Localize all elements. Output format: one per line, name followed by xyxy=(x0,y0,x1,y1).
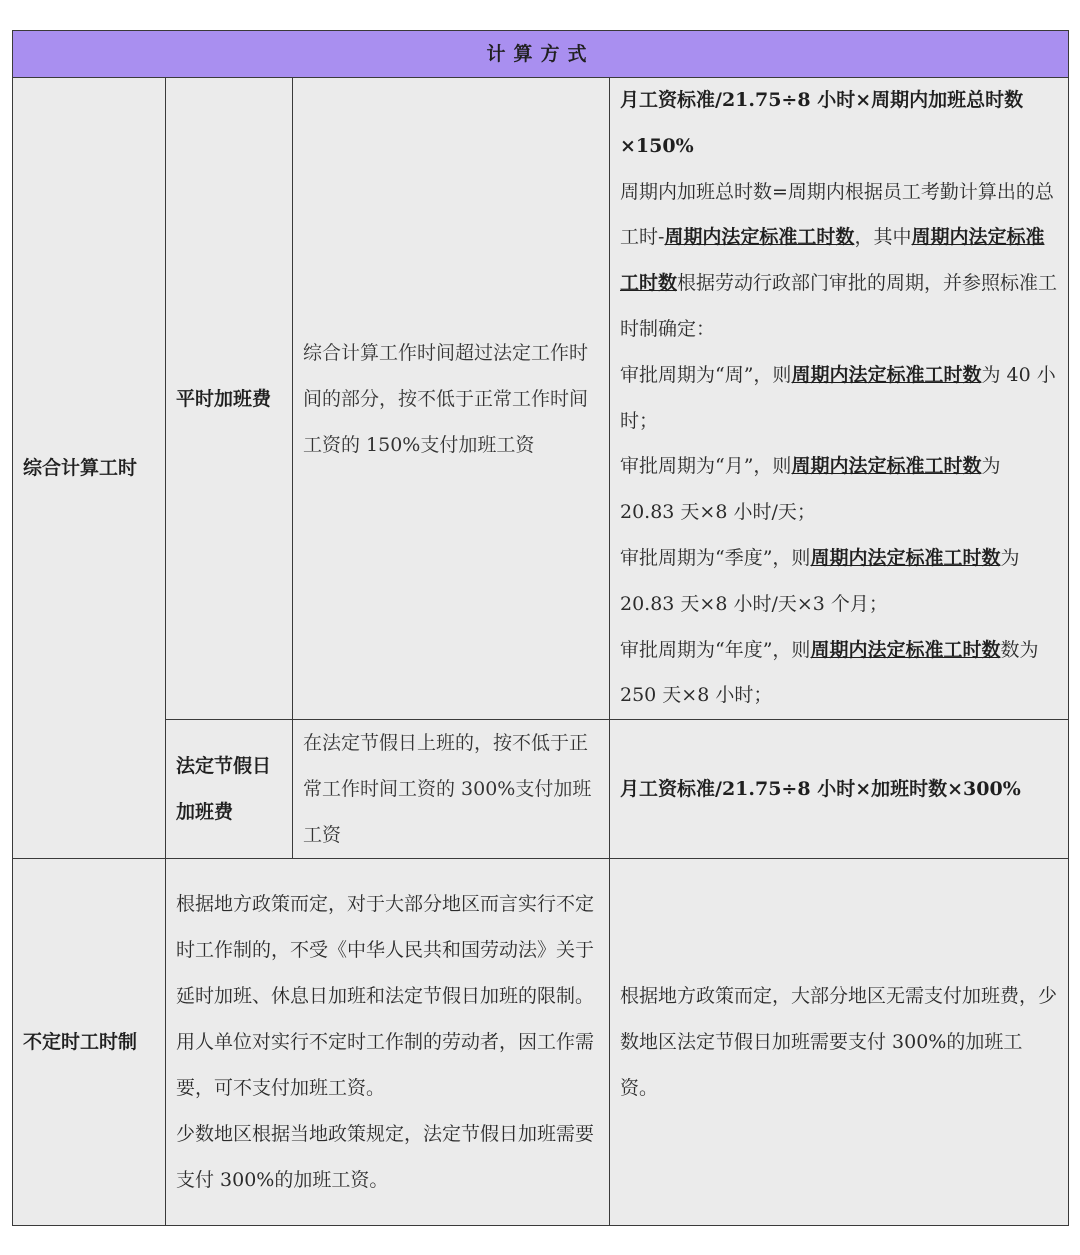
period-case-year xyxy=(620,628,1058,720)
case-prefix: 审批周期为“月”，则 xyxy=(620,455,792,478)
standard-hours-term: 周期内法定标准工时数 xyxy=(664,226,855,249)
case-suffix: 数为 250 天×8 小时； xyxy=(620,638,1039,707)
case-suffix: 为 20.83 天×8 小时/天×3 个月； xyxy=(620,546,1020,615)
calculation-table xyxy=(12,30,1069,1226)
period-case-week xyxy=(620,353,1058,445)
irregular-hours-label: 不定时工时制 xyxy=(13,859,166,1226)
standard-hours-term: 周期内法定标准工时数 xyxy=(620,226,1045,295)
total-hours-definition xyxy=(620,170,1058,353)
case-suffix: 为 40 小时； xyxy=(620,363,1056,432)
irregular-description-1: 根据地方政策而定，对于大部分地区而言实行不定时工作制的，不受《中华人民共和国劳动法》关于延时加班、休息日加班和法定节假日加班的限制。 xyxy=(176,893,595,1008)
irregular-hours-description xyxy=(166,859,610,1226)
irregular-hours-calculation: 根据地方政策而定，大部分地区无需支付加班费，少数地区法定节假日加班需要支付 300%的加班工资。 xyxy=(610,859,1069,1226)
standard-hours-term: 周期内法定标准工时数 xyxy=(791,455,982,478)
case-prefix: 审批周期为“季度”，则 xyxy=(620,546,811,569)
total-hours-text: 周期内加班总时数=周期内根据员工考勤计算出的总工时- xyxy=(620,180,1054,249)
comprehensive-hours-label: 综合计算工时 xyxy=(13,78,166,859)
period-case-month xyxy=(620,444,1058,536)
standard-hours-term: 周期内法定标准工时数 xyxy=(810,546,1001,569)
case-suffix: 为 20.83 天×8 小时/天； xyxy=(620,455,1001,524)
irregular-row xyxy=(13,859,1069,1226)
mid-text: ，其中 xyxy=(854,226,912,249)
holiday-overtime-description: 在法定节假日上班的，按不低于正常工作时间工资的 300%支付加班工资 xyxy=(293,720,610,859)
standard-hours-term: 周期内法定标准工时数 xyxy=(810,638,1001,661)
calculation-document xyxy=(12,30,1068,1226)
ordinary-formula: 月工资标准/21.75÷8 小时×周期内加班总时数×150% xyxy=(620,89,1024,157)
header-row xyxy=(13,31,1069,78)
holiday-overtime-label: 法定节假日加班费 xyxy=(166,720,293,859)
after-term-text: 根据劳动行政部门审批的周期，并参照标准工时制确定： xyxy=(620,272,1058,340)
ordinary-overtime-description: 综合计算工作时间超过法定工作时间的部分，按不低于正常工作时间工资的 150%支付加班工资 xyxy=(293,78,610,720)
holiday-overtime-formula: 月工资标准/21.75÷8 小时×加班时数×300% xyxy=(610,720,1069,859)
comprehensive-ordinary-row xyxy=(13,78,1069,720)
case-prefix: 审批周期为“年度”，则 xyxy=(620,638,811,661)
period-case-quarter xyxy=(620,536,1058,628)
irregular-description-2: 用人单位对实行不定时工作制的劳动者，因工作需要，可不支付加班工资。 xyxy=(176,1031,595,1100)
standard-hours-term: 周期内法定标准工时数 xyxy=(791,363,982,386)
case-prefix: 审批周期为“周”，则 xyxy=(620,363,792,386)
irregular-description-3: 少数地区根据当地政策规定，法定节假日加班需要支付 300%的加班工资。 xyxy=(176,1123,595,1192)
ordinary-overtime-calculation xyxy=(610,78,1069,720)
ordinary-overtime-label: 平时加班费 xyxy=(166,78,293,720)
comprehensive-holiday-row xyxy=(13,720,1069,859)
table-header: 计算方式 xyxy=(13,31,1069,78)
